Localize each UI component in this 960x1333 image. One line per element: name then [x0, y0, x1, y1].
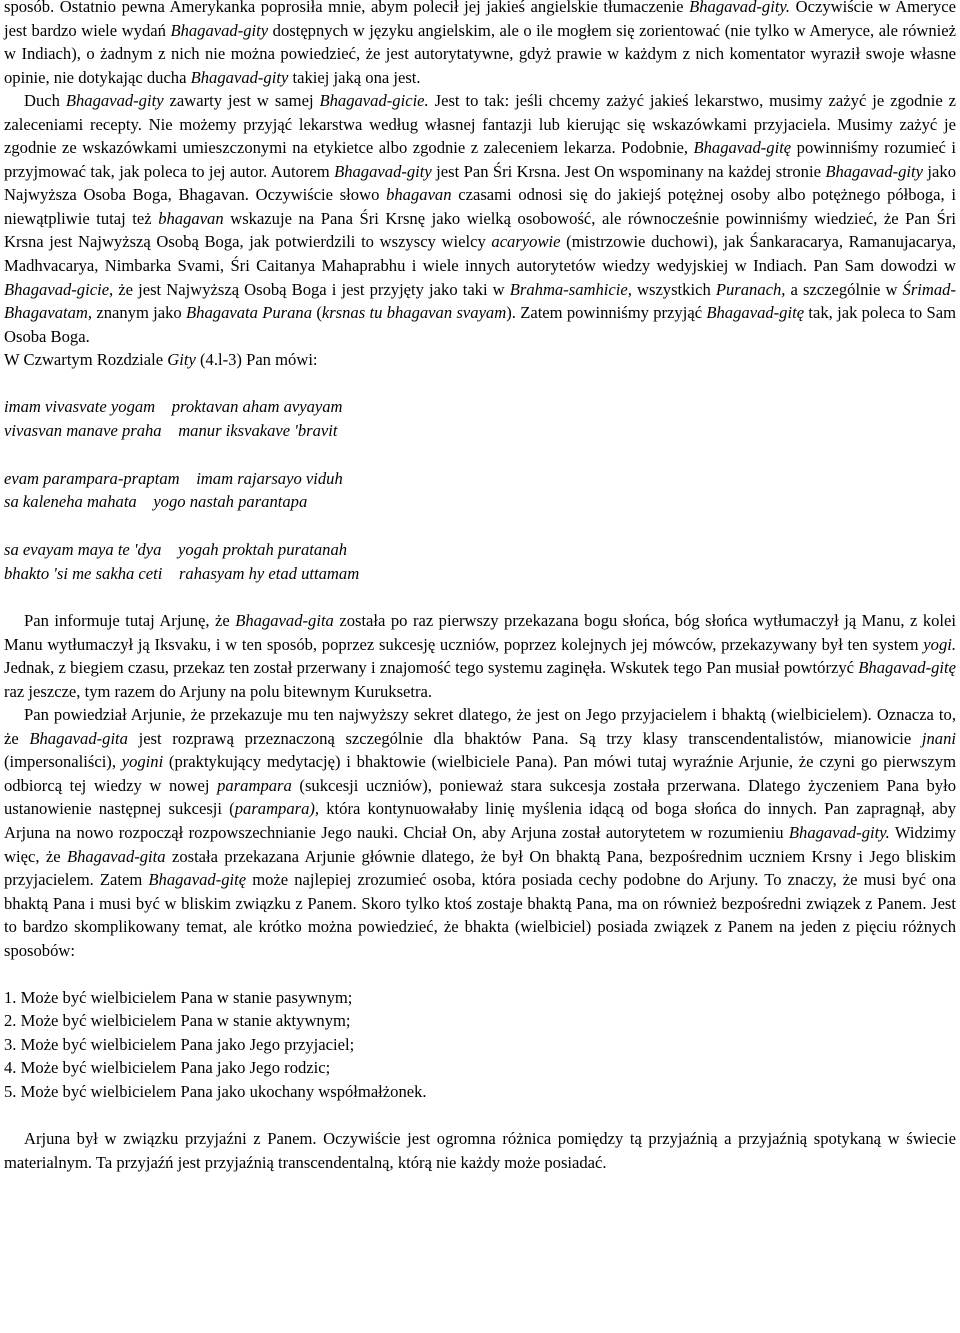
paragraph-p5 — [4, 703, 956, 962]
text-run: (4.l-3) Pan mówi: — [195, 350, 318, 370]
text-run: zawarty jest w samej — [163, 91, 320, 111]
verse-stanza — [4, 538, 956, 585]
paragraph-p2 — [4, 89, 956, 348]
text-run: jako Najwyższa Osoba Boga, Bhagavan. Oczywiście słowo — [4, 161, 956, 205]
italic-term: jnani — [921, 728, 956, 748]
paragraph-p4 — [4, 609, 956, 703]
italic-term: Bhagavad-gita — [235, 611, 334, 631]
text-run: ( — [312, 303, 322, 323]
italic-term: Puranach, — [715, 279, 786, 299]
text-run: Oczywiście w Ameryce jest bardzo wiele wydań — [4, 0, 956, 40]
italic-term: acaryowie — [491, 232, 561, 252]
text-run: (sukcesji uczniów), ponieważ stara sukcesja została przerwana. Dlatego życzeniem Pana było ustanowienie następnej sukcesji ( — [4, 775, 956, 819]
italic-term: Bhagavad-gity — [825, 161, 924, 181]
verse-line: imam vivasvate yogam proktavan aham avyayam — [4, 397, 343, 417]
document-page — [4, 0, 956, 1174]
text-run: została przekazana Arjunie głównie dlatego, że był On bhaktą Pana, bezpośrednim uczniem Krsny i Jego bliskim przyjacielem. Zatem — [4, 846, 956, 890]
body-text-middle — [4, 609, 956, 962]
verse-stanza — [4, 395, 956, 442]
italic-term: Bhagavad-gity — [170, 20, 269, 40]
list-item: 5. Może być wielbicielem Pana jako ukochany współmałżonek. — [4, 1081, 427, 1101]
italic-term: parampara), — [234, 799, 320, 819]
text-run: sposób. Ostatnio pewna Amerykanka poprosiła mnie, abym polecił jej jakieś angielskie tłumaczenie — [4, 0, 690, 16]
italic-term: Bhagavad-gity — [334, 161, 432, 181]
text-run: Duch — [24, 91, 66, 111]
text-run: powinniśmy rozumieć i przyjmować tak, jak poleca to jej autor. Autorem — [4, 138, 956, 181]
text-run: raz jeszcze, tym razem do Arjuny na polu bitewnym Kuruksetra. — [4, 681, 433, 701]
spacer — [4, 1103, 956, 1127]
text-run: (mistrzowie duchowi), jak Śankaracarya, Ramanujacarya, Madhvacarya, Nimbarka Svami, Śri Caitanya Mahaprabhu i wiele innych autorytetów wiedzy wedyjskiej w Indiach. Pan Sam dowodzi w — [4, 232, 956, 276]
italic-term: krsnas tu bhagavan svayam — [321, 303, 507, 323]
verse-line: vivasvan manave praha manur iksvakave 'bravit — [4, 420, 338, 440]
list-item: 4. Może być wielbicielem Pana jako Jego rodzic; — [4, 1058, 331, 1078]
italic-term: Śrimad-Bhagavatam, — [4, 279, 956, 323]
list-item: 2. Może być wielbicielem Pana w stanie aktywnym; — [4, 1011, 351, 1031]
italic-term: Bhagavad-gitę — [693, 138, 792, 158]
text-run: Widzimy więc, że — [4, 822, 956, 866]
verse-stanza — [4, 467, 956, 514]
spacer — [4, 372, 956, 396]
italic-term: Brahma-samhicie, — [509, 279, 632, 299]
relationship-list — [4, 986, 956, 1104]
paragraph-p3 — [4, 348, 956, 372]
body-text-bottom — [4, 1127, 956, 1174]
text-run: Pan informuje tutaj Arjunę, że — [24, 611, 236, 631]
italic-term: Bhagavad-gitę — [148, 870, 247, 890]
verse-line: sa kaleneha mahata yogo nastah parantapa — [4, 492, 308, 512]
text-run: czasami odnosi się do jakiejś potężnej osoby albo potężnego półboga, i niewątpliwie tutaj też — [4, 185, 957, 228]
sanskrit-verses — [4, 395, 956, 585]
spacer — [4, 514, 956, 539]
verse-line: evam parampara-praptam imam rajarsayo viduh — [4, 468, 343, 488]
paragraph-p1 — [4, 0, 956, 89]
text-run: jest rozprawą przeznaczoną szczególnie dla bhaktów Pana. Są trzy klasy transcendentalistów, mianowicie — [127, 728, 922, 748]
text-run: (praktykujący medytację) i bhaktowie (wielbiciele Pana). Pan mówi tutaj wyraźnie Arjunie, że czyni go pierwszym odbiorcą tej wiedzy w nowej — [4, 752, 957, 795]
text-run: Jednak, z biegiem czasu, przekaz ten został przerwany i znajomość tego systemu zaginęła. Wskutek tego Pan musiał powtórzyć — [4, 658, 859, 678]
italic-term: bhagavan — [386, 185, 452, 205]
text-run: znanym jako — [92, 303, 187, 323]
italic-term: Bhagavad-gita — [29, 728, 128, 748]
body-text-top — [4, 0, 956, 372]
italic-term: Bhagavad-gity. — [689, 0, 791, 16]
text-run: takiej jaką ona jest. — [288, 67, 421, 87]
spacer — [4, 442, 956, 467]
text-run: że jest Najwyższą Osobą Boga i jest przyjęty jako taki w — [113, 279, 510, 299]
italic-term: Gity — [167, 350, 196, 370]
text-run: może najlepiej zrozumieć osoba, która posiada cechy podobne do Arjuny. To znaczy, że musi być ona bhaktą Pana i musi być w bliskim związku z Panem. Skoro tylko ktoś zostaje bhaktą Pana, ma on również bezpośredni związek z Panem. Jest to bardzo skomplikowany temat, ale krótko można powiedzieć, że bhakta (wielbiciel) posiada związek z Panem na jeden z pięciu różnych sposobów: — [4, 870, 957, 960]
italic-term: Bhagavata Purana — [186, 303, 313, 323]
text-run: która kontynuowałaby linię myślenia idącą od boga słońca do innych. Pan zapragnął, aby Arjuna na nowo rozpoczął rozpowszechnianie Jego nauki. Chciał On, aby Arjuna został autorytetem w rozumieniu — [4, 799, 956, 842]
text-run: W Czwartym Rozdziale — [4, 350, 168, 370]
paragraph-p6 — [4, 1127, 956, 1174]
italic-term: parampara — [217, 775, 292, 795]
italic-term: yogi. — [923, 634, 956, 654]
italic-term: yogini — [121, 752, 164, 772]
italic-term: Bhagavad-gita — [66, 846, 166, 866]
text-run: tak, jak poleca to Sam Osoba Boga. — [4, 303, 956, 346]
italic-term: Bhagavad-gity — [190, 67, 289, 87]
text-run: Arjuna był w związku przyjaźni z Panem. Oczywiście jest ogromna różnica pomiędzy tą przyjaźnią a przyjaźnią spotykaną w świecie materialnym. Ta przyjaźń jest przyjaźnią transcendentalną, którą nie każdy może posiadać. — [4, 1128, 956, 1172]
text-run: (impersonaliści), — [4, 752, 122, 772]
italic-term: Bhagavad-gitę — [858, 658, 956, 678]
text-run: Pan powiedział Arjunie, że przekazuje mu ten najwyższy sekret dlatego, że jest on Jego przyjacielem i bhaktą (wielbicielem). Oznacza to, że — [4, 705, 956, 748]
italic-term: Bhagavad-gitę — [706, 303, 805, 323]
italic-term: bhagavan — [158, 208, 224, 228]
italic-term: Bhagavad-gicie, — [4, 279, 114, 299]
text-run: została po raz pierwszy przekazana bogu słońca, bóg słońca wytłumaczył ją Manu, z kolei Manu wytłumaczył ją Iksvaku, i w ten sposób, poprzez sukcesję uczniów, poprzez kolejnych jej mówców, przekazywany był ten system — [4, 611, 957, 654]
text-run: wszystkich — [631, 279, 716, 299]
spacer — [4, 962, 956, 986]
italic-term: Bhagavad-gity — [65, 91, 164, 111]
list-item: 3. Może być wielbicielem Pana jako Jego przyjaciel; — [4, 1034, 355, 1054]
text-run: wskazuje na Pana Śri Krsnę jako wielką osobowość, ale równocześnie powinniśmy wiedzieć, że Pan Śri Krsna jest Najwyższą Osobą Boga, jak potwierdzili to wszyscy wielcy — [4, 208, 956, 252]
text-run: a szczególnie w — [785, 279, 903, 299]
text-run: ). Zatem powinniśmy przyjąć — [506, 303, 707, 323]
verse-line: sa evayam maya te 'dya yogah proktah puratanah — [4, 540, 348, 560]
text-run: Jest to tak: jeśli chcemy zażyć jakieś lekarstwo, musimy zażyć je zgodnie z zaleceniami recepty. Nie możemy przyjąć lekarstwa według własnej fantazji lub kierując się wskazówkami przyjaciela. Musimy zażyć je zgodnie ze wskazówkami umieszczonymi na etykietce albo zgodnie z zaleceniem lekarza. Podobnie, — [4, 91, 956, 158]
spacer — [4, 586, 956, 610]
verse-line: bhakto 'si me sakha ceti rahasyam hy etad uttamam — [4, 563, 360, 583]
text-run: dostępnych w języku angielskim, ale o ile mogłem się zorientować (nie tylko w Ameryce, ale również w Indiach), o żadnym z nich nie można powiedzieć, że jest autorytatywne, gdyż prawie w każdym z nich komentator wyraził swoje własne opinie, nie dotykając ducha — [4, 20, 956, 87]
italic-term: Bhagavad-gity. — [788, 822, 890, 842]
list-item: 1. Może być wielbicielem Pana w stanie pasywnym; — [4, 987, 353, 1007]
text-run: jest Pan Śri Krsna. Jest On wspominany na każdej stronie — [431, 161, 826, 181]
italic-term: Bhagavad-gicie. — [319, 91, 429, 111]
